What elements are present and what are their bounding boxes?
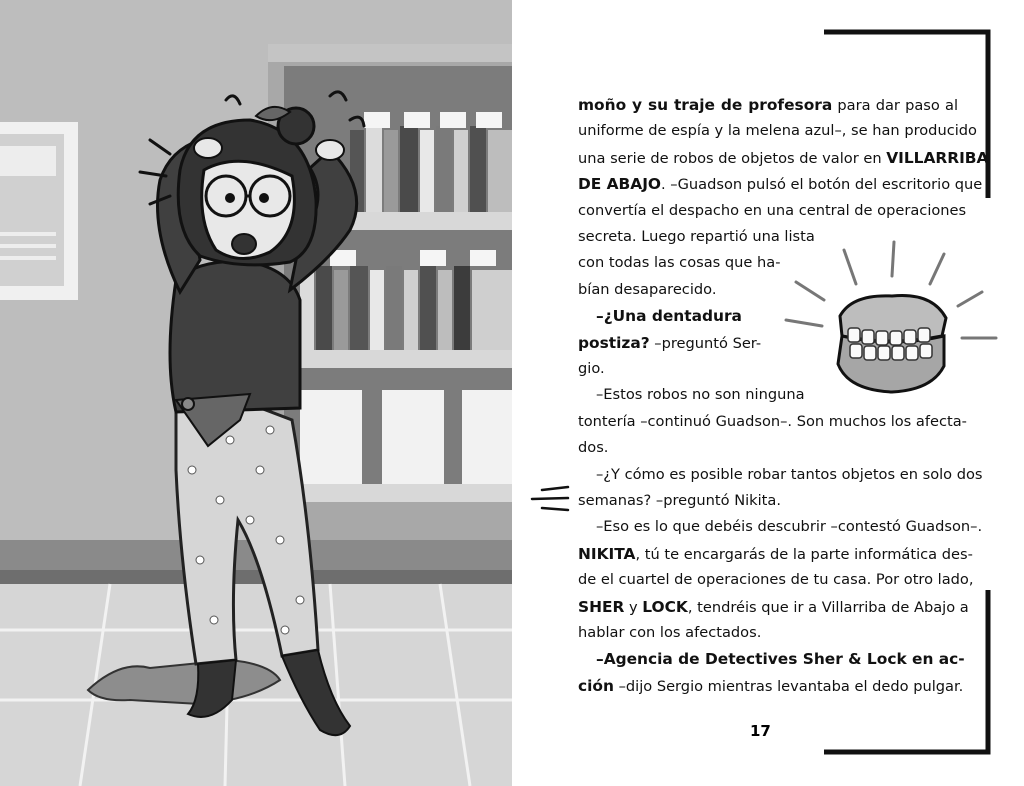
- text-line: con todas las cosas que ha-: [578, 254, 781, 272]
- text-line: tontería –continuó Guadson–. Son muchos los afecta-: [578, 412, 967, 430]
- text-line: postiza? –preguntó Ser-: [578, 333, 762, 352]
- text-line: de el cuartel de operaciones de tu casa. Por otro lado,: [578, 571, 974, 589]
- text-line: –Agencia de Detectives Sher & Lock en ac-: [596, 650, 965, 669]
- text-line: hablar con los afectados.: [578, 624, 762, 641]
- page-number: 17: [750, 722, 771, 740]
- speed-lines-icon: [528, 484, 572, 514]
- text-line: ción –dijo Sergio mientras levantaba el dedo pulgar.: [578, 676, 964, 695]
- text-line: –Estos robos no son ninguna: [596, 386, 805, 404]
- text-line: bían desaparecido.: [578, 280, 717, 298]
- text-line: –¿Y cómo es posible robar tantos objetos en solo dos: [596, 465, 983, 483]
- text-line: secreta. Luego repartió una lista: [578, 228, 815, 245]
- text-line: gio.: [578, 360, 605, 377]
- text-line: DE ABAJO. –Guadson pulsó el botón del escritorio que: [578, 175, 983, 194]
- text-line: –Eso es lo que debéis descubrir –contestó Guadson–.: [596, 518, 983, 536]
- dentures-icon: [782, 236, 1002, 406]
- text-line: una serie de robos de objetos de valor en VILLARRIBA: [578, 148, 989, 167]
- text-line: –¿Una dentadura: [596, 307, 742, 326]
- text-page: [512, 0, 1024, 786]
- text-line: semanas? –preguntó Nikita.: [578, 492, 781, 509]
- text-line: NIKITA, tú te encargarás de la parte informática des-: [578, 544, 973, 563]
- text-line: dos.: [578, 439, 609, 457]
- text-line: uniforme de espía y la melena azul–, se han producido: [578, 122, 977, 140]
- text-line: convertía el despacho en una central de operaciones: [578, 201, 967, 219]
- text-line: moño y su traje de profesora para dar paso al: [578, 96, 959, 114]
- text-line: SHER y LOCK, tendréis que ir a Villarriba de Abajo a: [578, 597, 969, 616]
